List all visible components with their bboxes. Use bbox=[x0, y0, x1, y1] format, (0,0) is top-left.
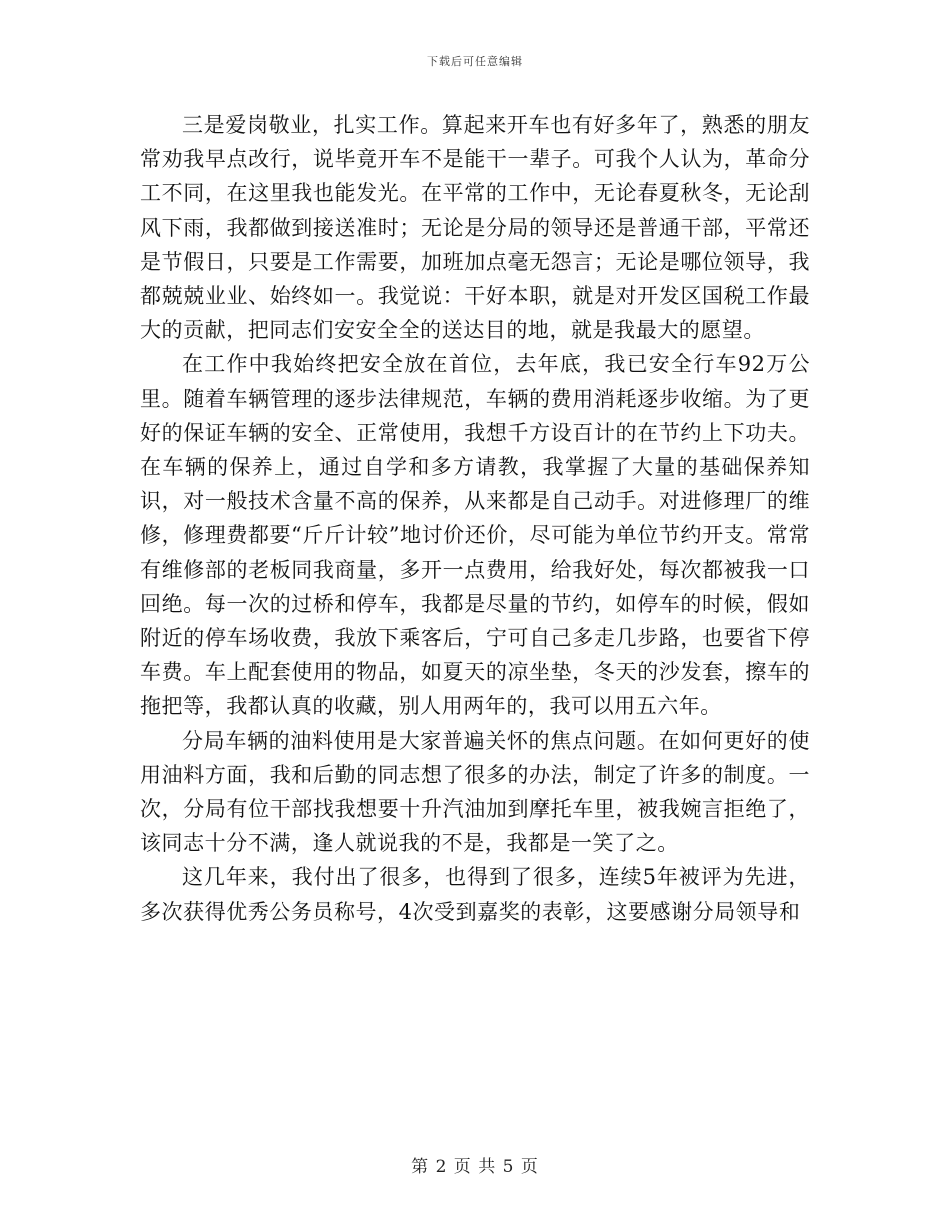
page-header: 下载后可任意编辑 bbox=[427, 55, 523, 68]
paragraph-4: 这几年来，我付出了很多，也得到了很多，连续5年被评为先进，多次获得优秀公务员称号，4次受到嘉奖的表彰，这要感谢分局领导和 bbox=[140, 865, 810, 924]
paragraph-1: 三是爱岗敬业，扎实工作。算起来开车也有好多年了，熟悉的朋友常劝我早点改行，说毕竟开车不是能干一辈子。可我个人认为，革命分工不同，在这里我也能发光。在平常的工作中，无论春夏秋冬，无论刮风下雨，我都做到接送准时；无论是分局的领导还是普通干部，平常还是节假日，只要是工作需要，加班加点毫无怨言；无论是哪位领导，我都兢兢业业、始终如一。我觉说：干好本职，就是对开发区国税工作最大的贡献，把同志们安安全全的送达目的地，就是我最大的愿望。 bbox=[140, 113, 810, 343]
page-footer: 第 2 页 共 5 页 bbox=[411, 1157, 539, 1177]
paragraph-2: 在工作中我始终把安全放在首位，去年底，我已安全行车92万公里。随着车辆管理的逐步法律规范，车辆的费用消耗逐步收缩。为了更好的保证车辆的安全、正常使用，我想千方设百计的在节约上下功夫。在车辆的保养上，通过自学和多方请教，我掌握了大量的基础保养知识，对一般技术含量不高的保养，从来都是自己动手。对进修理厂的维修，修理费都要“斤斤计较”地讨价还价，尽可能为单位节约开支。常常有维修部的老板同我商量，多开一点费用，给我好处，每次都被我一口回绝。每一次的过桥和停车，我都是尽量的节约，如停车的时候，假如附近的停车场收费，我放下乘客后，宁可自己多走几步路，也要省下停车费。车上配套使用的物品，如夏天的凉坐垫，冬天的沙发套，擦车的拖把等，我都认真的收藏，别人用两年的，我可以用五六年。 bbox=[140, 352, 810, 719]
paragraph-3: 分局车辆的油料使用是大家普遍关怀的焦点问题。在如何更好的使用油料方面，我和后勤的同志想了很多的办法，制定了许多的制度。一次，分局有位干部找我想要十升汽油加到摩托车里，被我婉言拒绝了，该同志十分不满，逢人就说我的不是，我都是一笑了之。 bbox=[140, 728, 810, 856]
document-body bbox=[140, 108, 810, 929]
